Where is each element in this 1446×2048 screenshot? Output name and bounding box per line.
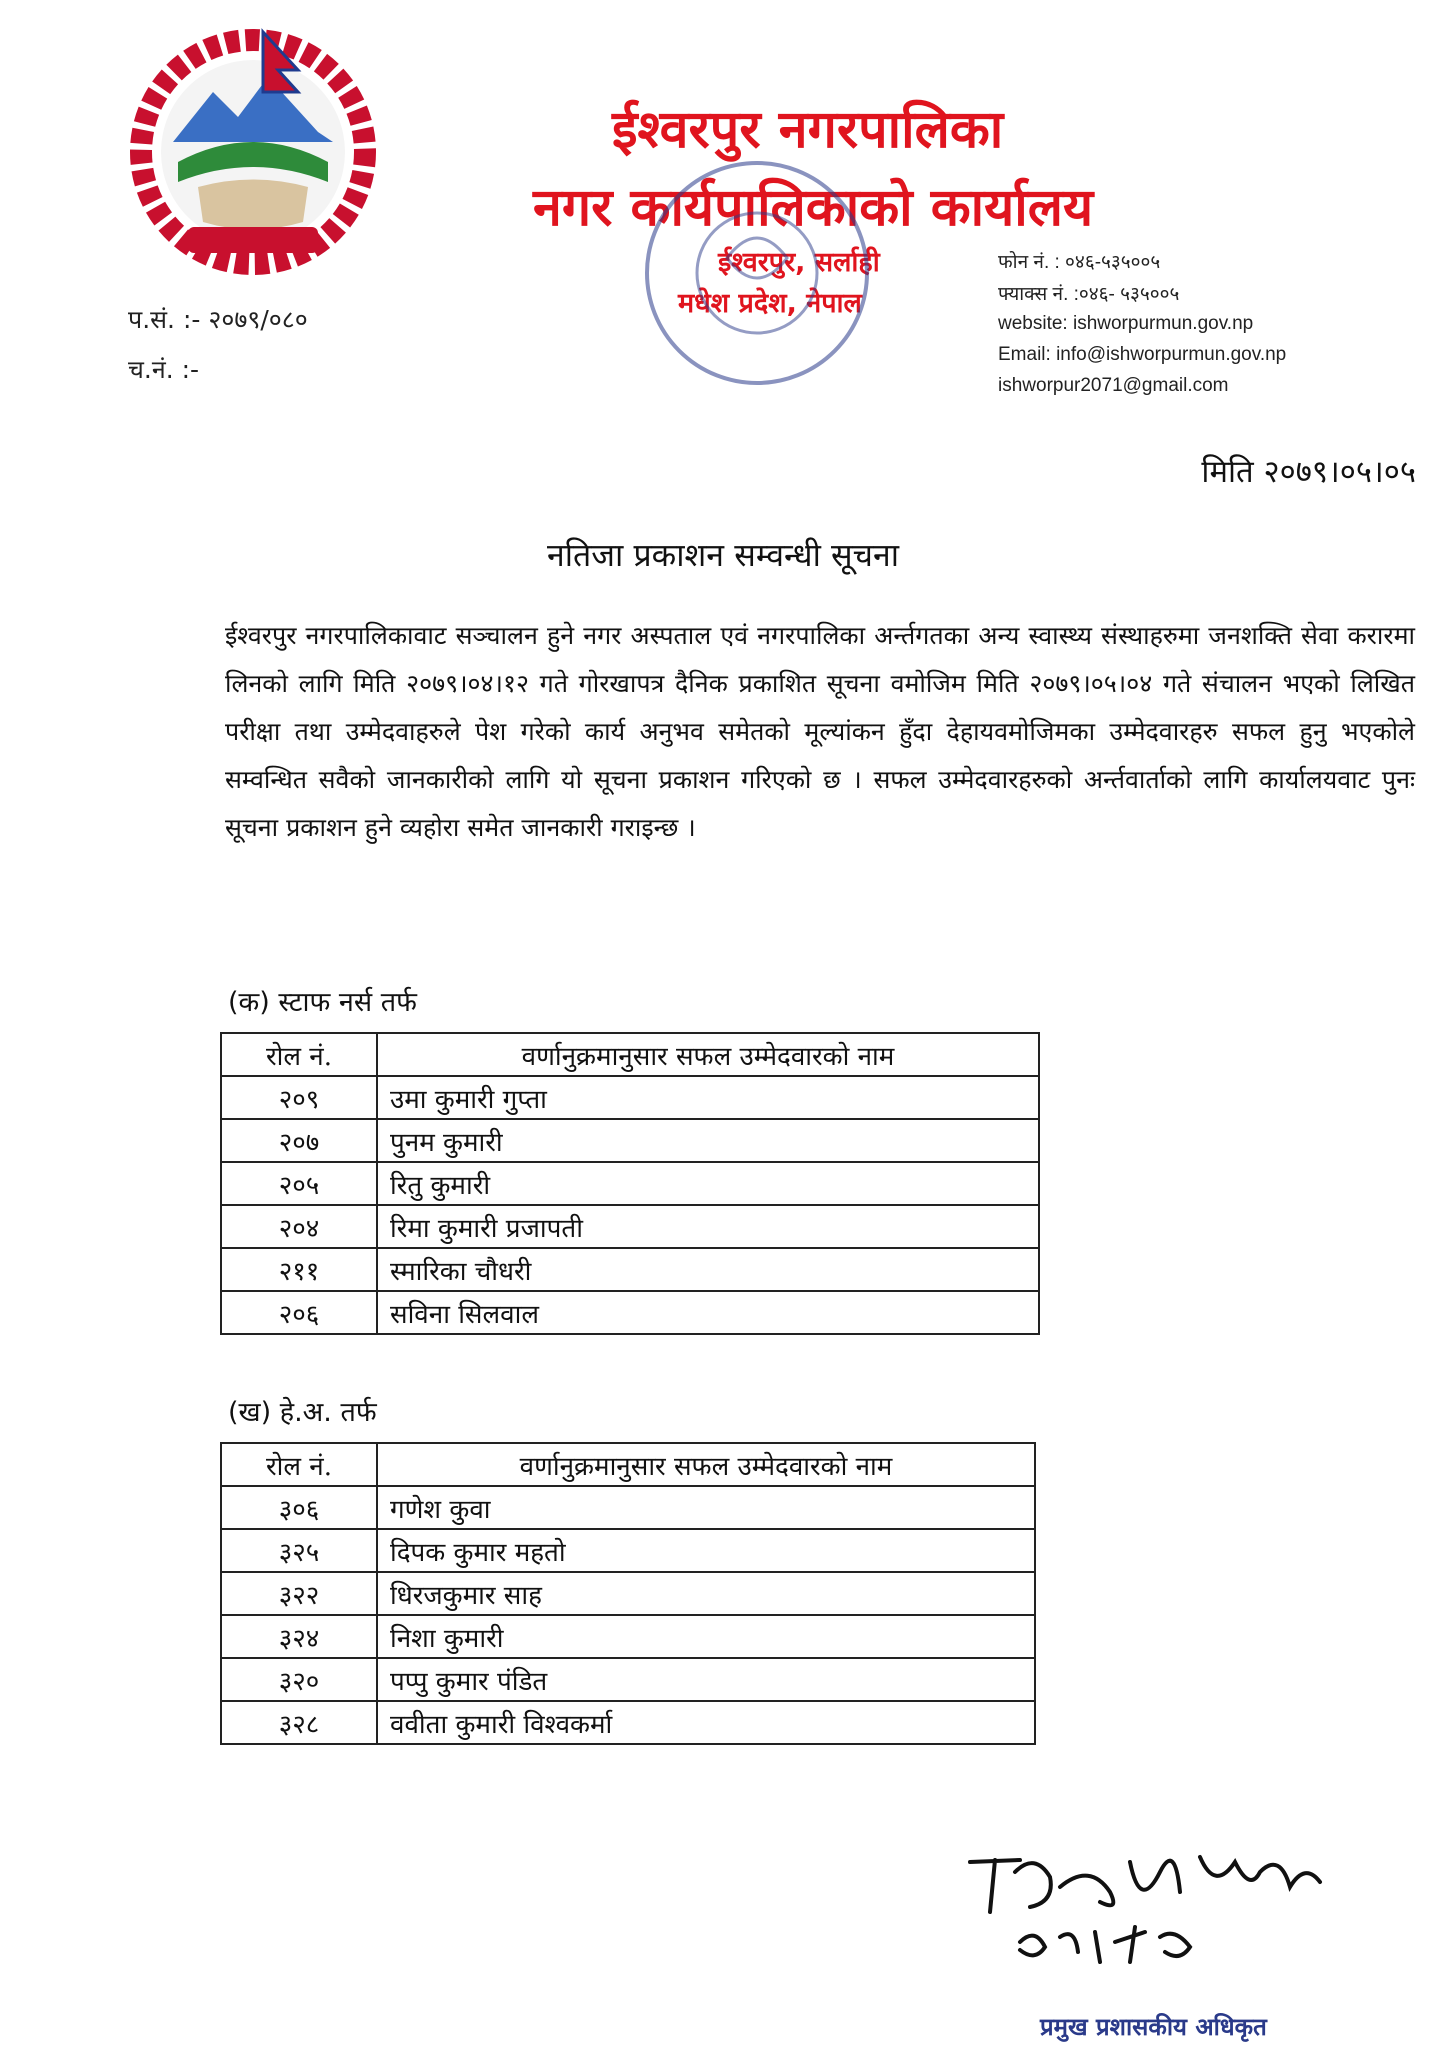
- candidate-name: सविना सिलवाल: [377, 1291, 1039, 1334]
- candidate-name: पप्पु कुमार पंडित: [377, 1658, 1035, 1701]
- roll-number: ३२२: [221, 1572, 377, 1615]
- phone-number: फोन नं. : ०४६-५३५००५: [998, 252, 1161, 273]
- website-link[interactable]: website: ishworpurmun.gov.np: [998, 313, 1254, 334]
- page-title: नतिजा प्रकाशन सम्वन्धी सूचना: [546, 536, 900, 574]
- office-seal-stamp: [632, 148, 882, 398]
- roll-number: ३२५: [221, 1529, 377, 1572]
- email-link[interactable]: Email: info@ishworpurmun.gov.np: [998, 344, 1287, 365]
- candidate-name: गणेश कुवा: [377, 1486, 1035, 1529]
- nepal-emblem-logo: [118, 22, 388, 284]
- notice-body: ईश्वरपुर नगरपालिकावाट सञ्चालन हुने नगर अस्पताल एवं नगरपालिका अर्न्तगतका अन्य स्वास्थ्य संस्थाहरुमा जनशक्ति सेवा करारमा लिनको लागि मिति २०७९।०४।१२ गते गोरखापत्र दैनिक प्रकाशित सूचना वमोजिम मिति २०७९।०५।०४ गते संचालन भएको लिखित परीक्षा तथा उम्मेदवाहरुले पेश गरेको कार्य अनुभव समेतको मूल्यांकन हुँदा देहायवमोजिमका उम्मेदवारहरु सफल हुनु भएकोले सम्वन्धित सवैको जानकारीको लागि यो सूचना प्रकाशन गरिएको छ । सफल उम्मेदवारहरुको अर्न्तवार्ताको लागि कार्यालयवाट पुनः सूचना प्रकाशन हुने व्यहोरा समेत जानकारी गराइन्छ ।: [225, 621, 1415, 842]
- roll-number: २०६: [221, 1291, 377, 1334]
- table-row: [221, 1572, 1035, 1615]
- roll-column-header: रोल नं.: [221, 1033, 377, 1076]
- reference-number: प.सं. :- २०७९/०८०: [128, 305, 308, 334]
- table-row: [221, 1205, 1039, 1248]
- candidate-name: उमा कुमारी गुप्ता: [377, 1076, 1039, 1119]
- section-a-heading: (क) स्टाफ नर्स तर्फ: [228, 987, 417, 1018]
- roll-number: ३२८: [221, 1701, 377, 1744]
- roll-column-header: रोल नं.: [221, 1443, 377, 1486]
- signatory-designation: प्रमुख प्रशासकीय अधिकृत: [1040, 2013, 1267, 2041]
- table-row: [221, 1701, 1035, 1744]
- table-row: [221, 1658, 1035, 1701]
- roll-number: २०४: [221, 1205, 377, 1248]
- office-name: नगर कार्यपालिकाको कार्यालय: [533, 178, 1094, 238]
- dispatch-number: च.नं. :-: [128, 355, 200, 384]
- roll-number: ३२०: [221, 1658, 377, 1701]
- candidate-name: धिरजकुमार साह: [377, 1572, 1035, 1615]
- roll-number: २०५: [221, 1162, 377, 1205]
- table-header-row: [221, 1443, 1035, 1486]
- candidate-name: दिपक कुमार महतो: [377, 1529, 1035, 1572]
- health-assistant-results-table: [220, 1442, 1036, 1745]
- table-row: [221, 1162, 1039, 1205]
- address-line-2: मधेश प्रदेश, नेपाल: [678, 288, 862, 319]
- staff-nurse-results-table: [220, 1032, 1040, 1335]
- name-column-header: वर्णानुक्रमानुसार सफल उम्मेदवारको नाम: [377, 1033, 1039, 1076]
- roll-number: २०७: [221, 1119, 377, 1162]
- fax-number: फ्याक्स नं. :०४६- ५३५००५: [998, 284, 1180, 305]
- table-row: [221, 1076, 1039, 1119]
- roll-number: ३०६: [221, 1486, 377, 1529]
- candidate-name: रिमा कुमारी प्रजापती: [377, 1205, 1039, 1248]
- address-line-1: ईश्वरपुर, सर्लाही: [718, 247, 880, 278]
- table-row: [221, 1291, 1039, 1334]
- candidate-name: ववीता कुमारी विश्वकर्मा: [377, 1701, 1035, 1744]
- candidate-name: निशा कुमारी: [377, 1615, 1035, 1658]
- candidate-name: पुनम कुमारी: [377, 1119, 1039, 1162]
- handwritten-signature: [960, 1832, 1400, 1982]
- roll-number: ३२४: [221, 1615, 377, 1658]
- candidate-name: रितु कुमारी: [377, 1162, 1039, 1205]
- table-row: [221, 1486, 1035, 1529]
- notice-date: मिति २०७९।०५।०५: [1201, 454, 1416, 490]
- municipality-name: ईश्वरपुर नगरपालिका: [612, 100, 1004, 160]
- table-row: [221, 1119, 1039, 1162]
- section-b-heading: (ख) हे.अ. तर्फ: [228, 1397, 377, 1428]
- table-row: [221, 1615, 1035, 1658]
- table-row: [221, 1529, 1035, 1572]
- candidate-name: स्मारिका चौधरी: [377, 1248, 1039, 1291]
- email-link-2[interactable]: ishworpur2071@gmail.com: [998, 375, 1229, 396]
- roll-number: २०९: [221, 1076, 377, 1119]
- table-header-row: [221, 1033, 1039, 1076]
- table-row: [221, 1248, 1039, 1291]
- name-column-header: वर्णानुक्रमानुसार सफल उम्मेदवारको नाम: [377, 1443, 1035, 1486]
- roll-number: २११: [221, 1248, 377, 1291]
